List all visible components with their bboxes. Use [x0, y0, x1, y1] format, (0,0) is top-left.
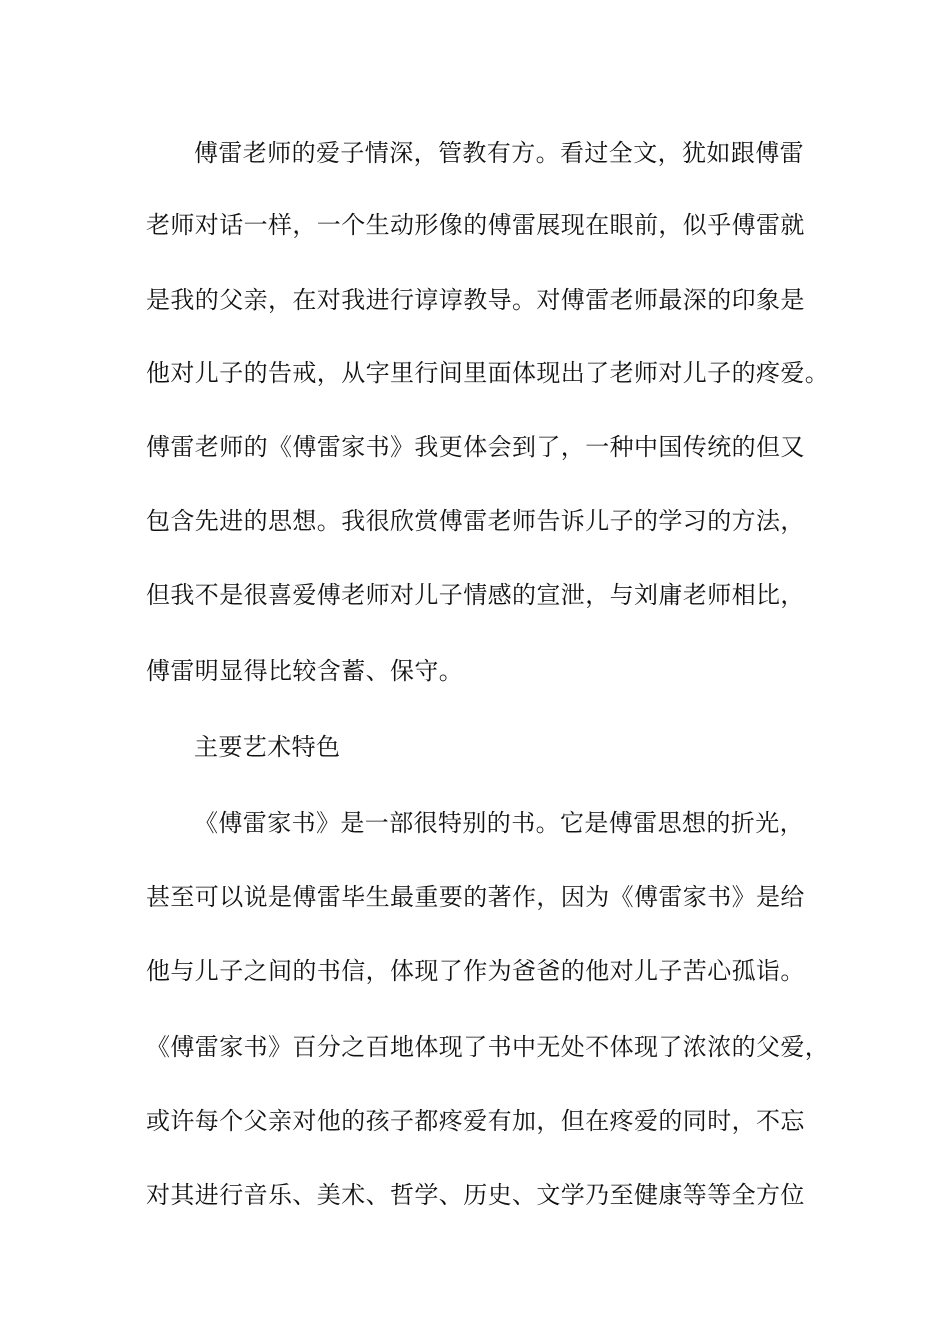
paragraph-1-line-4: 他对儿子的告戒，从字里行间里面体现出了老师对儿子的疼爱。	[146, 359, 830, 387]
paragraph-2-line-5: 或许每个父亲对他的孩子都疼爱有加，但在疼爱的同时，不忘	[146, 1107, 805, 1135]
paragraph-1-line-6: 包含先进的思想。我很欣赏傅雷老师告诉儿子的学习的方法，	[146, 507, 805, 535]
paragraph-1-line-1: 傅雷老师的爱子情深，管教有方。看过全文，犹如跟傅雷	[194, 139, 804, 167]
paragraph-2-line-1: 《傅雷家书》是一部很特别的书。它是傅雷思想的折光，	[194, 809, 804, 837]
paragraph-2-line-6: 对其进行音乐、美术、哲学、历史、文学乃至健康等等全方位	[146, 1181, 805, 1209]
paragraph-2-line-3: 他与儿子之间的书信，体现了作为爸爸的他对儿子苦心孤诣。	[146, 957, 805, 985]
paragraph-2-line-4: 《傅雷家书》百分之百地体现了书中无处不体现了浓浓的父爱，	[146, 1033, 830, 1061]
paragraph-1-line-8: 傅雷明显得比较含蓄、保守。	[146, 657, 464, 685]
section-heading: 主要艺术特色	[194, 733, 341, 761]
paragraph-1-line-3: 是我的父亲，在对我进行谆谆教导。对傅雷老师最深的印象是	[146, 286, 805, 314]
paragraph-1-line-2: 老师对话一样，一个生动形像的傅雷展现在眼前，似乎傅雷就	[146, 211, 805, 239]
paragraph-1-line-5: 傅雷老师的《傅雷家书》我更体会到了，一种中国传统的但又	[146, 433, 805, 461]
paragraph-1-line-7: 但我不是很喜爱傅老师对儿子情感的宣泄，与刘庸老师相比，	[146, 581, 805, 609]
paragraph-2-line-2: 甚至可以说是傅雷毕生最重要的著作，因为《傅雷家书》是给	[146, 883, 805, 911]
